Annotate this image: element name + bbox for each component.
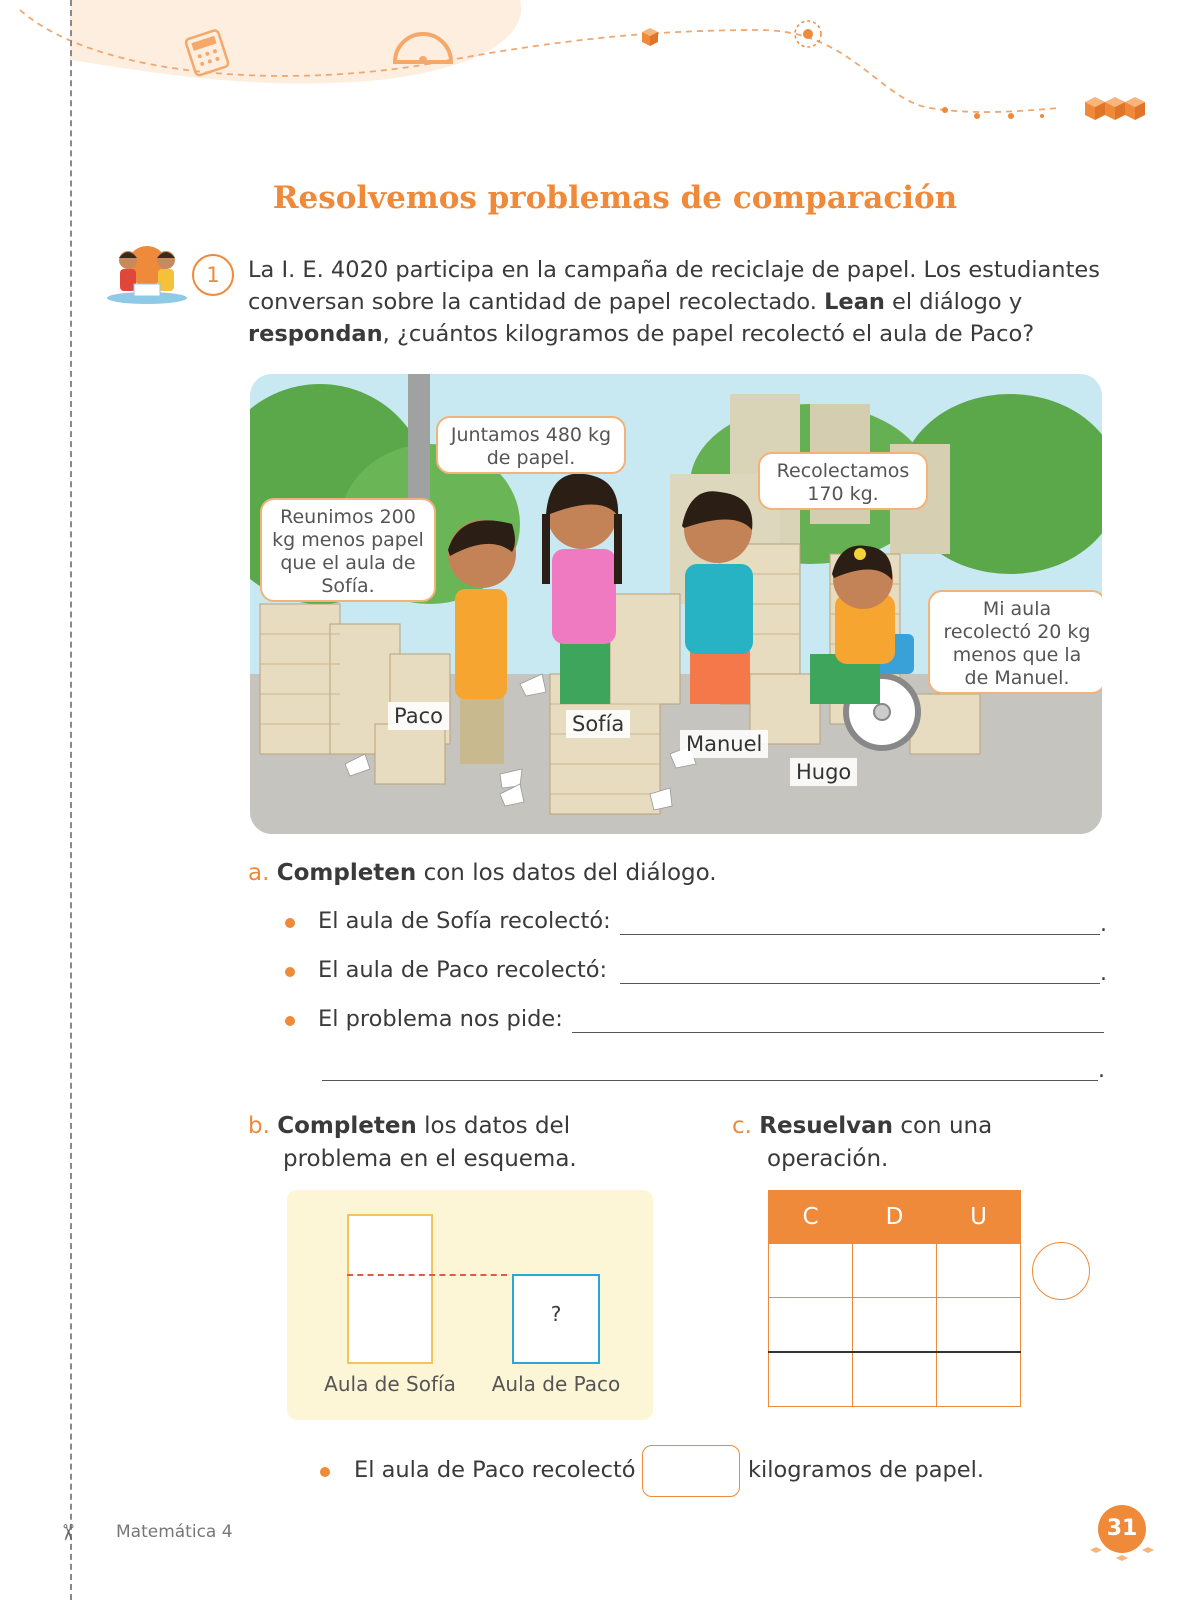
- paco-speech-bubble: Reunimos 200 kg menos papel que el aula de Sofía.: [260, 498, 436, 602]
- answer-line-sofia[interactable]: [620, 934, 1100, 935]
- answer-line-problem-1[interactable]: [572, 1032, 1104, 1033]
- name-label-hugo: Hugo: [790, 758, 857, 786]
- name-label-sofia: Sofía: [566, 710, 630, 738]
- page-title: Resolvemos problemas de comparación: [272, 180, 958, 216]
- table-cell[interactable]: [937, 1244, 1021, 1298]
- book-name: Matemática 4: [116, 1522, 233, 1542]
- table-cell[interactable]: [769, 1352, 853, 1407]
- name-label-manuel: Manuel: [680, 730, 768, 758]
- cube-icon: [642, 28, 658, 46]
- table-cell[interactable]: [853, 1352, 937, 1407]
- dots-decoration: [795, 21, 1044, 119]
- final-answer-box[interactable]: [642, 1445, 740, 1497]
- page-number: 31: [1098, 1505, 1146, 1553]
- manuel-speech-bubble: Recolectamos 170 kg.: [758, 452, 928, 510]
- answer-line-problem-2[interactable]: [322, 1080, 1098, 1081]
- table-cell[interactable]: [937, 1298, 1021, 1353]
- table-cell[interactable]: [769, 1244, 853, 1298]
- group-work-icon: [104, 240, 190, 306]
- hugo-speech-bubble: Mi aula recolectó 20 kg menos que la de Manuel.: [928, 590, 1102, 694]
- intro-paragraph: La I. E. 4020 participa en la campaña de reciclaje de papel. Los estudiantes conversan sobre la cantidad de papel recolectado. Lean el diálogo y respondan, ¿cuántos kilogramos de papel recolectó el aula de Paco?: [248, 257, 1100, 347]
- bullet-dot: [285, 918, 295, 928]
- activity-number: 1: [192, 254, 234, 296]
- bullet-dot: [320, 1467, 330, 1477]
- period-mark: .: [1100, 912, 1107, 937]
- item-problem-label: El problema nos pide:: [318, 1006, 563, 1032]
- operation-sign-circle[interactable]: [1032, 1242, 1090, 1300]
- comparison-dashed-line: [347, 1274, 507, 1276]
- header-u: U: [937, 1191, 1021, 1244]
- table-cell[interactable]: [937, 1352, 1021, 1407]
- table-cell[interactable]: [769, 1298, 853, 1353]
- sofia-speech-bubble: Juntamos 480 kg de papel.: [436, 416, 626, 474]
- part-c-instruction: c. Resuelvan con una operación.: [732, 1113, 993, 1172]
- recycling-scene-illustration: [250, 374, 1102, 834]
- unknown-mark: ?: [550, 1302, 562, 1326]
- answer-line-paco[interactable]: [620, 983, 1100, 984]
- name-label-paco: Paco: [388, 702, 449, 730]
- table-cell[interactable]: [853, 1244, 937, 1298]
- label-aula-sofia: Aula de Sofía: [324, 1372, 456, 1396]
- final-answer-before: El aula de Paco recolectó: [354, 1457, 636, 1483]
- table-cell[interactable]: [853, 1298, 937, 1353]
- header-decoration: [0, 0, 1193, 150]
- part-b-instruction: b. Completen los datos del problema en el esquema.: [248, 1113, 577, 1172]
- header-c: C: [769, 1191, 853, 1244]
- bullet-dot: [285, 967, 295, 977]
- label-aula-paco: Aula de Paco: [491, 1372, 621, 1396]
- scissors-icon: ✂: [54, 1523, 80, 1542]
- bar-sofia[interactable]: [347, 1214, 433, 1364]
- cut-line: [70, 0, 72, 1600]
- comparison-schema: [287, 1190, 653, 1420]
- period-mark: .: [1100, 961, 1107, 986]
- cubes-row-icon: [1085, 97, 1145, 120]
- item-sofia-label: El aula de Sofía recolectó:: [318, 908, 611, 934]
- bullet-dot: [285, 1016, 295, 1026]
- header-d: D: [853, 1191, 937, 1244]
- manuel-figure: [682, 491, 753, 704]
- final-answer-after: kilogramos de papel.: [748, 1457, 985, 1483]
- item-paco-label: El aula de Paco recolectó:: [318, 957, 608, 983]
- place-value-table: [768, 1190, 1021, 1407]
- period-mark: .: [1098, 1058, 1105, 1083]
- part-a-instruction: a. Completen con los datos del diálogo.: [248, 860, 717, 886]
